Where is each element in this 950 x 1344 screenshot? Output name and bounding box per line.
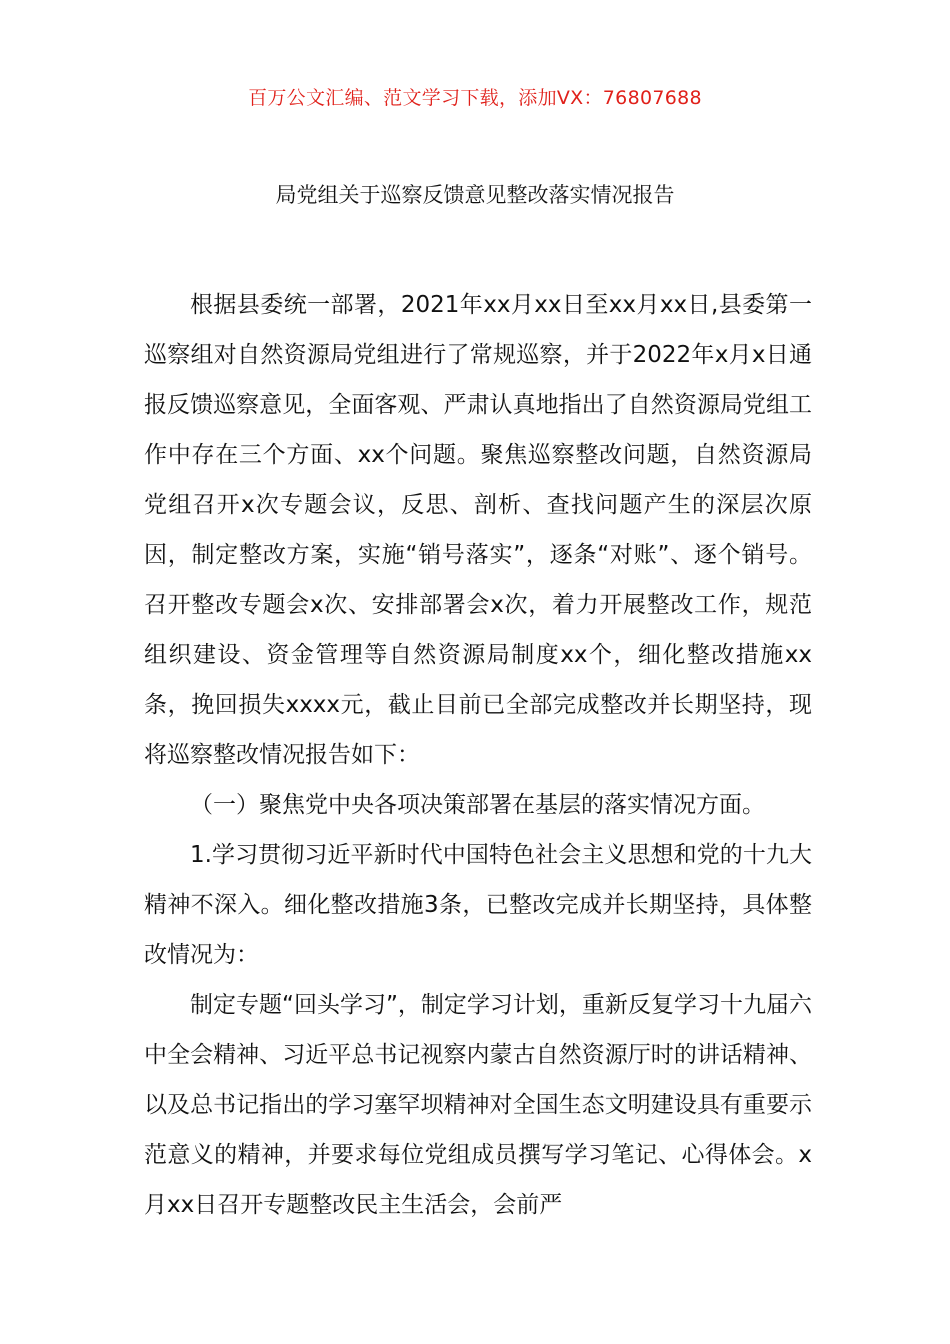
- paragraph-item-1-detail: 制定专题“回头学习”，制定学习计划，重新反复学习十九届六中全会精神、习近平总书记视察内蒙古自然资源厅时的讲话精神、以及总书记指出的学习塞罕坝精神对全国生态文明建设具有重要示范意义的精神，并要求每位党组成员撰写学习笔记、心得体会。x月xx日召开专题整改民主生活会，会前严: [144, 992, 812, 1218]
- document-title: 局党组关于巡察反馈意见整改落实情况报告: [275, 183, 675, 207]
- document-body: [144, 280, 812, 1230]
- paragraph-item-1: 1.学习贯彻习近平新时代中国特色社会主义思想和党的十九大精神不深入。细化整改措施3条，已整改完成并长期坚持，具体整改情况为：: [144, 842, 812, 968]
- paragraph-intro: 根据县委统一部署，2021年xx月xx日至xx月xx日,县委第一巡察组对自然资源局党组进行了常规巡察，并于2022年x月x日通报反馈巡察意见，全面客观、严肃认真地指出了自然资源局党组工作中存在三个方面、xx个问题。聚焦巡察整改问题，自然资源局党组召开x次专题会议，反思、剖析、查找问题产生的深层次原因，制定整改方案，实施“销号落实”，逐条“对账”、逐个销号。召开整改专题会x次、安排部署会x次，着力开展整改工作，规范组织建设、资金管理等自然资源局制度xx个，细化整改措施xx条，挽回损失xxxx元，截止目前已全部完成整改并长期坚持，现将巡察整改情况报告如下：: [144, 292, 812, 768]
- paragraph-section-heading: （一）聚焦党中央各项决策部署在基层的落实情况方面。: [190, 792, 765, 818]
- promo-banner: 百万公文汇编、范文学习下载，添加VX：76807688: [248, 87, 702, 109]
